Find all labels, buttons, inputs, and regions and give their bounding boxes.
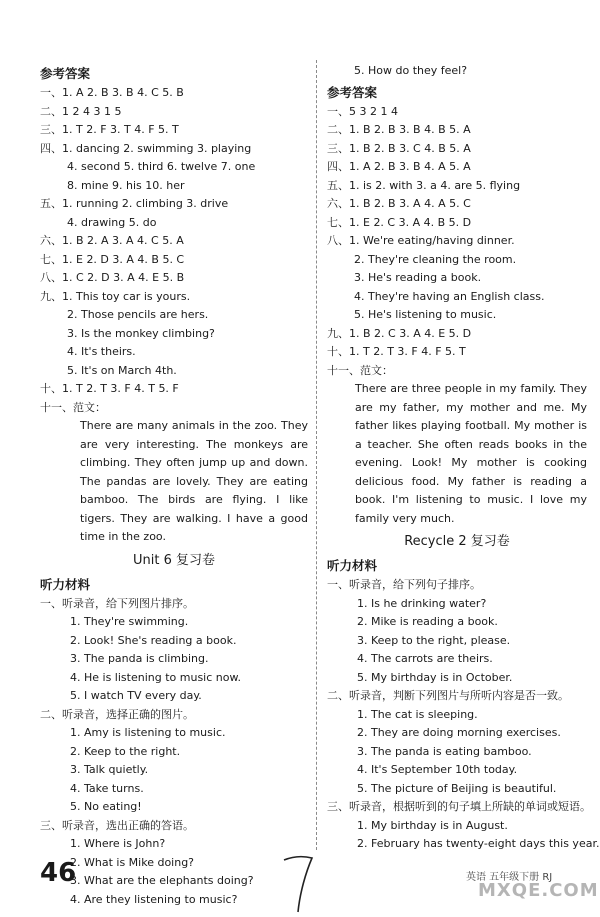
answer-line: 3. He's reading a book. — [354, 271, 482, 284]
answer-line: 八、1. C 2. D 3. A 4. E 5. B — [40, 271, 185, 284]
section-instruction: 三、听录音，选出正确的答语。 — [40, 818, 194, 832]
answer-line: 五、1. is 2. with 3. a 4. are 5. flying — [327, 178, 521, 192]
answer-line: 8. mine 9. his 10. her — [67, 178, 185, 192]
listening-item: 5. My birthday is in October. — [357, 670, 513, 684]
answer-line: 九、1. This toy car is yours. — [40, 289, 191, 303]
left-column — [40, 62, 308, 909]
answer-line: 十、1. T 2. T 3. F 4. T 5. F — [40, 382, 179, 395]
listening-item: 3. The panda is climbing. — [70, 652, 209, 665]
watermark: MXQE.COM — [478, 880, 599, 901]
answer-line: 九、1. B 2. C 3. A 4. E 5. D — [327, 326, 472, 340]
listening-item: 2. February has twenty-eight days this year. — [357, 837, 600, 850]
listening-item: 4. He is listening to music now. — [70, 670, 241, 684]
answer-line: 2. Those pencils are hers. — [67, 308, 209, 321]
unit-6-title: Unit 6 复习卷 — [133, 552, 215, 568]
page-number: 46 — [40, 858, 77, 888]
listening-item: 4. The carrots are theirs. — [357, 652, 493, 665]
listening-item: 5. How do they feel? — [354, 64, 468, 77]
answer-line: 六、1. B 2. B 3. A 4. A 5. C — [327, 197, 471, 210]
answer-line: 一、1. A 2. B 3. B 4. C 5. B — [40, 86, 184, 99]
answer-line: 七、1. E 2. C 3. A 4. B 5. D — [327, 215, 472, 229]
column-divider — [316, 60, 317, 850]
listening-item: 3. Talk quietly. — [70, 763, 149, 776]
listening-item: 2. Mike is reading a book. — [357, 615, 498, 628]
recycle-2-title: Recycle 2 复习卷 — [404, 534, 510, 549]
model-essay-label: 十一、范文： — [327, 363, 393, 377]
answer-line: 四、1. A 2. B 3. B 4. A 5. A — [327, 160, 471, 173]
listening-item: 3. Keep to the right, please. — [357, 633, 511, 647]
listening-item: 2. Look! She's reading a book. — [70, 633, 237, 647]
listening-item: 3. What are the elephants doing? — [70, 874, 254, 887]
listening-item: 3. The panda is eating bamboo. — [357, 744, 532, 758]
answer-line: 5. He's listening to music. — [354, 308, 497, 321]
answer-key-heading: 参考答案 — [40, 66, 91, 81]
answer-line: 七、1. E 2. D 3. A 4. B 5. C — [40, 252, 185, 266]
section-instruction: 三、听录音，根据听到的句子填上所缺的单词或短语。 — [327, 800, 591, 813]
answer-line: 六、1. B 2. A 3. A 4. C 5. A — [40, 234, 184, 247]
listening-item: 2. They are doing morning exercises. — [357, 726, 561, 739]
listening-item: 2. What is Mike doing? — [70, 855, 195, 869]
answer-line: 四、1. dancing 2. swimming 3. playing — [40, 141, 252, 155]
listening-item: 1. Is he drinking water? — [357, 596, 487, 610]
answer-line: 八、1. We're eating/having dinner. — [327, 234, 515, 247]
section-instruction: 二、听录音，选择正确的图片。 — [40, 707, 194, 721]
model-essay: There are many animals in the zoo. They are very interesting. The monkeys are climbing. They often jump up and down. The pandas are lovely. They are eating bamboo. The birds are flying. I like tigers. They are walking. I have a good time in the zoo. — [80, 419, 308, 543]
listening-item: 4. It's September 10th today. — [357, 763, 518, 776]
listening-item: 5. No eating! — [70, 800, 142, 813]
answer-line: 4. drawing 5. do — [67, 215, 157, 229]
answer-line: 二、1 2 4 3 1 5 — [40, 104, 122, 118]
answer-line: 二、1. B 2. B 3. B 4. B 5. A — [327, 123, 471, 136]
answer-line: 三、1. T 2. F 3. T 4. F 5. T — [40, 123, 179, 136]
listening-item: 4. Take turns. — [70, 781, 144, 795]
model-essay: There are three people in my family. They are my father, my mother and me. My father likes playing football. My mother is a teacher. She often reads books in the evening. Look! My mother is cooking delicious food. My father is reading a book. I'm listening to music. I love my family very much. — [355, 382, 587, 525]
listening-material-heading: 听力材料 — [40, 576, 91, 592]
listening-item: 4. Are they listening to music? — [70, 892, 238, 906]
listening-item: 2. Keep to the right. — [70, 744, 181, 758]
listening-item: 1. The cat is sleeping. — [357, 707, 478, 721]
section-instruction: 一、听录音，给下列图片排序。 — [40, 596, 194, 610]
answer-line: 3. Is the monkey climbing? — [67, 326, 215, 340]
answer-key-heading: 参考答案 — [327, 84, 378, 100]
answer-line: 4. second 5. third 6. twelve 7. one — [67, 160, 256, 173]
section-instruction: 二、听录音，判断下列图片与所听内容是否一致。 — [327, 689, 569, 702]
answer-line: 4. They're having an English class. — [354, 289, 545, 303]
answer-line: 五、1. running 2. climbing 3. drive — [40, 197, 229, 210]
listening-item: 5. The picture of Beijing is beautiful. — [357, 781, 557, 795]
listening-item: 5. I watch TV every day. — [70, 689, 202, 702]
listening-material-heading: 听力材料 — [327, 558, 378, 573]
answer-line: 4. It's theirs. — [67, 345, 136, 358]
section-instruction: 一、听录音，给下列句子排序。 — [327, 578, 481, 591]
listening-item: 1. They're swimming. — [70, 615, 189, 628]
answer-line: 5. It's on March 4th. — [67, 363, 177, 377]
book-label: 英语 五年级下册 RJ — [466, 872, 553, 883]
right-column — [327, 62, 600, 854]
listening-item: 1. Where is John? — [70, 837, 166, 850]
answer-line: 十、1. T 2. T 3. F 4. F 5. T — [327, 345, 466, 358]
answer-line: 三、1. B 2. B 3. C 4. B 5. A — [327, 141, 471, 155]
model-essay-label: 十一、范文： — [40, 400, 106, 414]
listening-item: 1. My birthday is in August. — [357, 818, 508, 832]
handwritten-mark — [280, 852, 320, 917]
listening-item: 1. Amy is listening to music. — [70, 726, 226, 739]
answer-line: 一、5 3 2 1 4 — [327, 104, 398, 118]
answer-line: 2. They're cleaning the room. — [354, 252, 517, 266]
